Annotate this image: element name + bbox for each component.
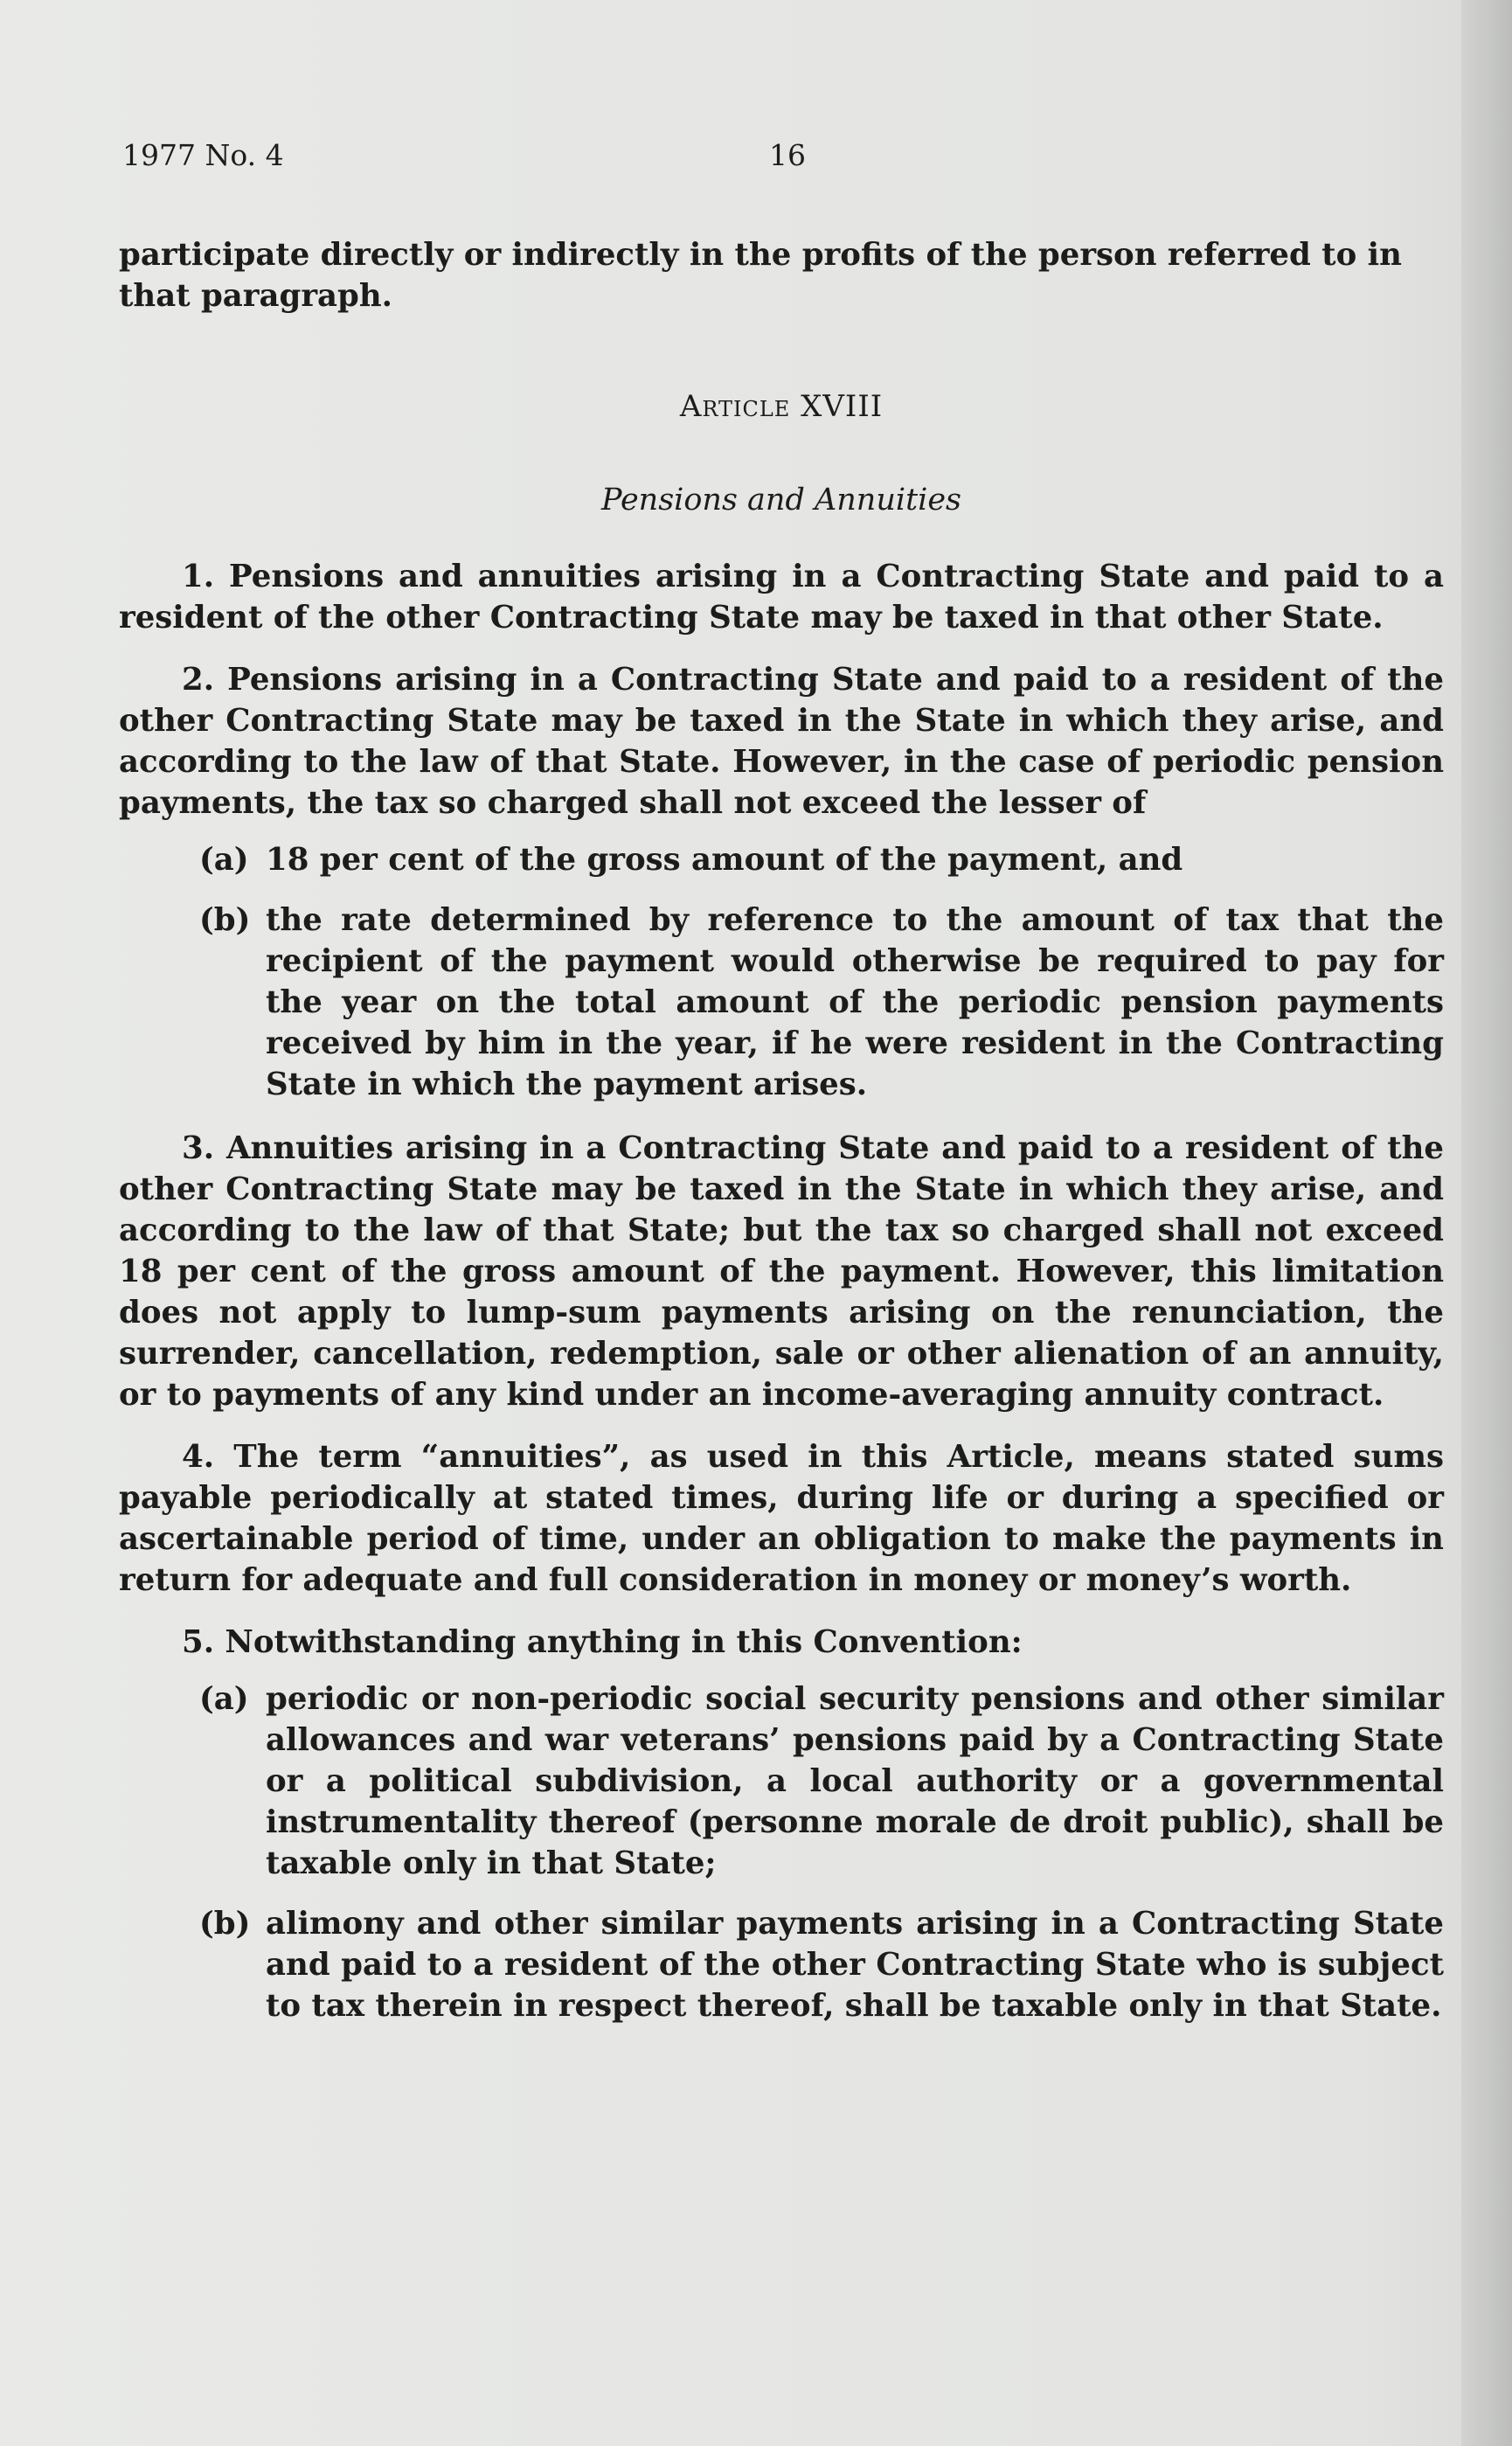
statute-reference: 1977 No. 4 [122, 138, 284, 172]
page-body [119, 234, 1444, 2046]
item-label: (b) [199, 1906, 251, 1942]
item-text: alimony and other similar payments arising in a Contracting State and paid to a resident of the other Contracting State who is subject to tax therein in respect thereof, shall be taxable only in that State. [266, 1906, 1444, 2024]
paragraph-3: 3. Annuities arising in a Contracting State and paid to a resident of the other Contracting State may be taxed in the State in which they arise, and according to the law of that State; but the tax so charged shall not exceed 18 per cent of the gross amount of the payment. However, this limitation does not apply to lump-sum payments arising on the renunciation, the surrender, cancellation, redemption, sale or other alienation of an annuity, or to payments of any kind under an income-averaging annuity contract. [119, 1130, 1444, 1413]
paragraph-2-item-b [119, 900, 1444, 1105]
page-header [122, 131, 806, 184]
item-text: the rate determined by reference to the amount of tax that the recipient of the payment would otherwise be required to pay for the year on the total amount of the periodic pension payments received by him in the year, if he were resident in the Contracting State in which the payment arises. [266, 902, 1444, 1102]
page-number: 16 [769, 138, 806, 172]
paragraph-5-item-b [119, 1903, 1444, 2026]
paragraph-5: 5. Notwithstanding anything in this Convention: [182, 1624, 1023, 1660]
article-title: Article XVIII [679, 389, 884, 424]
item-label: (a) [199, 1681, 249, 1717]
item-label: (b) [199, 902, 251, 938]
item-text: periodic or non-periodic social security pensions and other similar allowances and war veterans’ pensions paid by a Contracting State or a political subdivision, a local authority or a governmental instrumentality thereof (personne morale de droit public), shall be taxable only in that State; [266, 1681, 1444, 1881]
paragraph-2-item-a [119, 839, 1444, 880]
item-text: 18 per cent of the gross amount of the payment, and [266, 842, 1183, 878]
item-label: (a) [199, 842, 249, 878]
paragraph-1: 1. Pensions and annuities arising in a Contracting State and paid to a resident of the other Contracting State may be taxed in that other State. [119, 559, 1444, 636]
paragraph-2: 2. Pensions arising in a Contracting State and paid to a resident of the other Contracting State may be taxed in the State in which they arise, and according to the law of that State. However, in the case of periodic pension payments, the tax so charged shall not exceed the lesser of [119, 662, 1444, 821]
paragraph-5-item-a [119, 1678, 1444, 1884]
section-title: Pensions and Annuities [600, 483, 962, 518]
intro-paragraph: participate directly or indirectly in the profits of the person referred to in that paragraph. [119, 237, 1402, 314]
article-heading [119, 386, 1444, 427]
paragraph-4: 4. The term “annuities”, as used in this Article, means stated sums payable periodically at stated times, during life or during a specified or ascertainable period of time, under an obligation to make the payments in return for adequate and full consideration in money or money’s worth. [119, 1439, 1444, 1598]
book-spine-shadow [1461, 0, 1512, 2446]
